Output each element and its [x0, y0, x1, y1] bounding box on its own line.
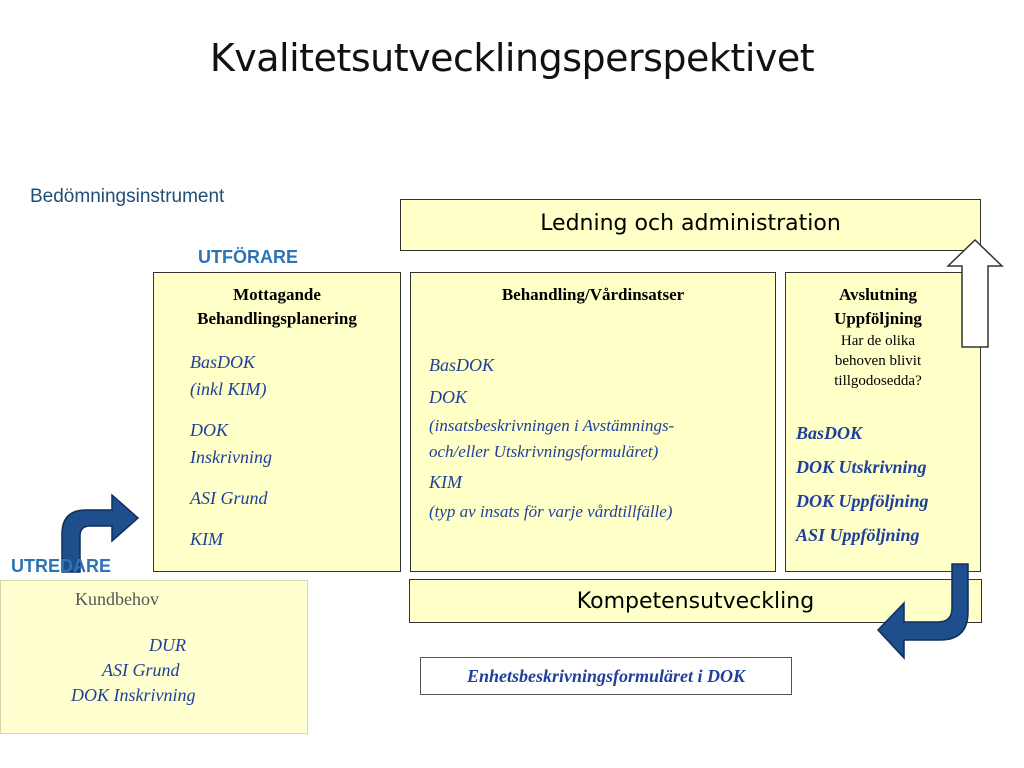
list-item: Inskrivning [190, 447, 272, 467]
question-line: Har de olika [840, 333, 916, 349]
list-item: (insatsbeskrivningen i Avstämnings- [429, 416, 675, 435]
page-title: Kvalitetsutvecklingsperspektivet [209, 36, 815, 80]
list-item: DOK Inskrivning [71, 685, 196, 705]
top-banner: Ledning och administration [400, 199, 981, 251]
list-item: ASI Grund [102, 660, 180, 680]
curved-down-arrow-icon [878, 564, 968, 658]
column-heading-line: Behandling/Vårdinsatser [501, 285, 685, 304]
question-line: tillgodosedda? [834, 373, 922, 389]
column-heading-line: Uppföljning [834, 309, 922, 328]
list-item: DUR [149, 635, 186, 655]
list-item: BasDOK [429, 355, 495, 375]
list-item: och/eller Utskrivningsformuläret) [429, 442, 659, 461]
list-item: DOK Utskrivning [796, 457, 927, 477]
list-item: ASI Uppföljning [796, 525, 920, 545]
list-item: KIM [190, 529, 223, 549]
subtitle: Bedömningsinstrument [30, 186, 225, 207]
reference-box: Enhetsbeskrivningsformuläret i DOK [420, 657, 792, 695]
list-item: BasDOK [796, 423, 863, 443]
list-item: KIM [429, 472, 462, 492]
question-line: behoven blivit [834, 353, 922, 369]
list-item: BasDOK [190, 352, 256, 372]
column-heading-line: Avslutning [838, 285, 918, 304]
list-item: DOK [190, 420, 229, 440]
bottom-banner: Kompetensutveckling [409, 579, 982, 623]
list-item: (typ av insats för varje vårdtillfälle) [429, 502, 673, 521]
column-heading-line: Behandlingsplanering [197, 309, 357, 328]
column-heading-line: Mottagande [233, 285, 321, 304]
list-item: DOK Uppföljning [796, 491, 929, 511]
role-investigator: UTREDARE [11, 556, 112, 576]
up-arrow-icon [948, 240, 1002, 347]
list-item: (inkl KIM) [190, 379, 267, 399]
need-heading: Kundbehov [75, 589, 159, 609]
list-item: ASI Grund [190, 488, 268, 508]
role-performer: UTFÖRARE [198, 247, 298, 267]
list-item: DOK [429, 387, 468, 407]
